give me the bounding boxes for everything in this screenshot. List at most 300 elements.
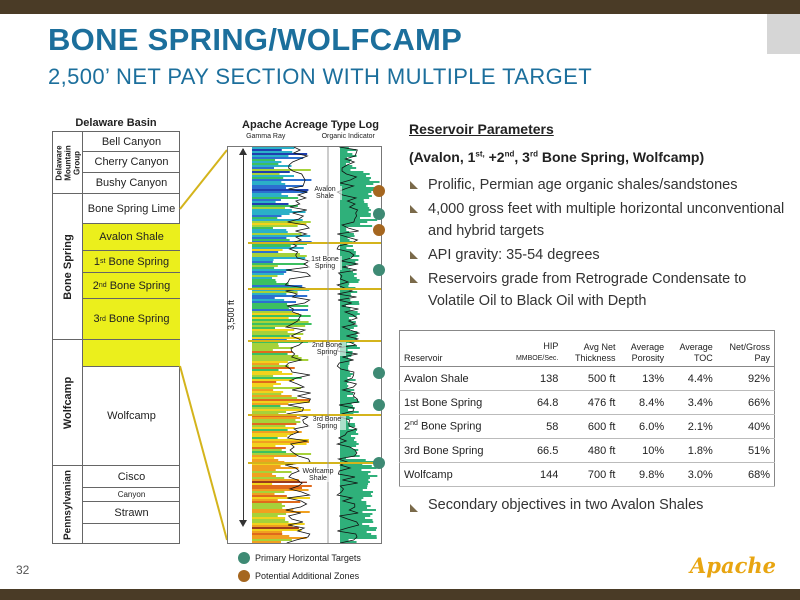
fm-bushy-canyon: Bushy Canyon xyxy=(83,173,180,194)
gamma-ray-fill xyxy=(252,525,293,527)
organic-indicator-fill xyxy=(340,191,371,193)
gamma-ray-fill xyxy=(252,311,292,313)
gamma-ray-fill xyxy=(252,239,290,241)
type-log-traces xyxy=(228,147,382,544)
gamma-ray-fill xyxy=(252,369,279,371)
potential-zone-dot xyxy=(373,185,385,197)
gamma-ray-fill xyxy=(252,409,311,411)
gamma-ray-fill xyxy=(252,213,290,215)
col-label: Thickness xyxy=(574,353,616,363)
gamma-ray-fill xyxy=(252,489,309,491)
gamma-ray-fill xyxy=(252,451,286,453)
col-label: Average xyxy=(630,342,665,352)
gamma-ray-fill xyxy=(252,151,292,153)
fm-cherry-canyon: Cherry Canyon xyxy=(83,152,180,173)
gamma-ray-fill xyxy=(252,193,281,195)
organic-indicator-fill xyxy=(340,169,350,171)
log-label-bs1: 1st Bone Spring xyxy=(308,256,342,270)
col-label: TOC xyxy=(693,353,713,363)
organic-indicator-fill xyxy=(340,247,346,249)
fm-wolfcamp: Wolfcamp xyxy=(83,367,180,466)
cell-reservoir: Avalon Shale xyxy=(400,367,504,391)
organic-indicator-fill xyxy=(340,193,368,195)
cell-sup: nd xyxy=(410,420,418,428)
gamma-ray-fill xyxy=(252,265,278,267)
organic-indicator-fill xyxy=(340,437,355,439)
cell-toc: 4.4% xyxy=(668,367,717,391)
gamma-ray-fill xyxy=(252,319,300,321)
gamma-ray-fill xyxy=(252,301,296,303)
legend-primary-label: Primary Horizontal Targets xyxy=(255,553,361,563)
organic-indicator-fill xyxy=(340,377,347,379)
gamma-ray-fill xyxy=(252,165,291,167)
col-reservoir: Reservoir xyxy=(400,331,504,367)
fm-text: Bone Spring xyxy=(105,255,170,268)
secondary-bullet xyxy=(408,497,788,513)
cell-thickness: 600 ft xyxy=(562,415,619,439)
gamma-ray-fill xyxy=(252,361,288,363)
gamma-ray-fill xyxy=(252,521,289,523)
fm-sup: nd xyxy=(98,282,107,289)
gamma-ray-fill xyxy=(252,447,286,449)
organic-indicator-fill xyxy=(340,453,356,455)
sub-sup: rd xyxy=(529,149,538,159)
slide-title: BONE SPRING/WOLFCAMP xyxy=(48,22,463,57)
organic-indicator-fill xyxy=(340,229,346,231)
gamma-ray-fill xyxy=(252,227,273,229)
gamma-ray-fill xyxy=(252,437,278,439)
gamma-ray-fill xyxy=(252,347,293,349)
gamma-ray-fill xyxy=(252,491,284,493)
type-log-tracks xyxy=(228,133,393,140)
gamma-ray-fill xyxy=(252,477,284,479)
gamma-ray-fill xyxy=(252,279,275,281)
gamma-ray-fill xyxy=(252,163,278,165)
organic-indicator-fill xyxy=(340,393,353,395)
gamma-ray-fill xyxy=(252,473,272,475)
legend-potential-dot xyxy=(238,570,250,582)
organic-indicator-fill xyxy=(340,239,350,241)
organic-indicator-fill xyxy=(340,373,353,375)
sub-part: , 3 xyxy=(514,149,530,165)
col-label: Avg Net xyxy=(583,342,616,352)
slide-subtitle: 2,500’ NET PAY SECTION WITH MULTIPLE TARGET xyxy=(48,64,593,89)
gamma-ray-fill xyxy=(252,229,286,231)
gamma-ray-fill xyxy=(252,209,292,211)
organic-indicator-fill xyxy=(340,173,370,175)
cell-toc: 3.0% xyxy=(668,463,717,487)
bullet-text: 4,000 gross feet with multiple horizontal unconventional and hybrid targets xyxy=(428,201,785,239)
organic-indicator-fill xyxy=(340,433,358,435)
gamma-ray-fill xyxy=(252,531,282,533)
col-toc xyxy=(668,331,717,367)
gamma-ray-fill xyxy=(252,203,288,205)
primary-target-dot xyxy=(373,264,385,276)
gamma-ray-fill xyxy=(252,195,288,197)
bullet-arrow-icon xyxy=(410,504,418,512)
cell-text: Bone Spring xyxy=(417,420,482,433)
bullet-text: Prolific, Permian age organic shales/sandstones xyxy=(428,177,738,193)
organic-indicator-fill xyxy=(340,151,347,153)
gamma-ray-fill xyxy=(252,443,307,445)
gamma-ray-fill xyxy=(252,217,277,219)
bullet-text: API gravity: 35-54 degrees xyxy=(428,247,600,263)
sub-sup: nd xyxy=(504,149,515,159)
gamma-ray-fill xyxy=(252,371,282,373)
organic-indicator-fill xyxy=(340,399,358,401)
bullet-arrow-icon xyxy=(410,181,418,189)
organic-indicator-fill xyxy=(340,219,377,221)
gamma-ray-fill xyxy=(252,277,272,279)
gamma-ray-fill xyxy=(252,237,286,239)
col-thickness xyxy=(562,331,619,367)
gamma-ray-fill xyxy=(252,515,278,517)
gamma-ray-fill xyxy=(252,299,284,301)
gamma-ray-fill xyxy=(252,379,294,381)
gamma-ray-fill xyxy=(252,383,281,385)
gamma-ray-fill xyxy=(252,421,300,423)
organic-indicator-fill xyxy=(340,519,373,521)
type-log xyxy=(227,146,382,544)
cell-toc: 2.1% xyxy=(668,415,717,439)
cell-net-gross: 68% xyxy=(717,463,775,487)
bullet-text: Secondary objectives in two Avalon Shales xyxy=(428,497,704,513)
gamma-ray-fill xyxy=(252,373,292,375)
gamma-ray-fill xyxy=(252,317,289,319)
primary-target-dot xyxy=(373,367,385,379)
reservoir-params-subtitle xyxy=(409,149,704,165)
cell-hip: 66.5 xyxy=(503,439,562,463)
gamma-ray-fill xyxy=(252,305,308,307)
gamma-ray-fill xyxy=(252,427,295,429)
connector-bottom-line xyxy=(180,366,227,540)
log-label-wolfcamp: Wolfcamp Shale xyxy=(300,468,336,482)
gamma-ray-fill xyxy=(252,147,294,149)
gamma-ray-fill xyxy=(252,259,273,261)
fm-num: 3 xyxy=(93,313,100,325)
page-number: 32 xyxy=(16,563,30,577)
bullet-item xyxy=(408,497,788,513)
cell-reservoir xyxy=(400,415,504,439)
gamma-ray-fill xyxy=(252,493,275,495)
gamma-ray-fill xyxy=(252,537,307,539)
col-label: Net/Gross xyxy=(729,342,770,352)
reservoir-bullets xyxy=(408,174,788,314)
organic-indicator-fill xyxy=(340,493,371,495)
gamma-ray-fill xyxy=(252,391,283,393)
gamma-ray-fill xyxy=(252,381,276,383)
cell-hip: 58 xyxy=(503,415,562,439)
gamma-ray-fill xyxy=(252,543,300,544)
cell-hip: 64.8 xyxy=(503,391,562,415)
col-label: Average xyxy=(679,342,713,352)
organic-indicator-fill xyxy=(340,277,357,279)
thickness-label: 3,500 ft xyxy=(226,299,236,330)
table-row xyxy=(400,367,775,391)
group-label: Bone Spring xyxy=(61,233,74,300)
primary-target-dot xyxy=(373,457,385,469)
gamma-ray-fill xyxy=(252,309,308,311)
gamma-ray-fill xyxy=(252,417,300,419)
organic-indicator-fill xyxy=(340,451,356,453)
gamma-ray-fill xyxy=(252,263,305,265)
cell-porosity: 10% xyxy=(619,439,668,463)
gamma-ray-fill xyxy=(252,499,278,501)
bullet-arrow-icon xyxy=(410,275,418,283)
gamma-ray-fill xyxy=(252,197,298,199)
cell-thickness: 700 ft xyxy=(562,463,619,487)
organic-indicator-fill xyxy=(340,383,347,385)
gamma-ray-fill xyxy=(252,363,279,365)
organic-indicator-fill xyxy=(340,491,373,493)
organic-indicator-fill xyxy=(340,467,376,469)
organic-indicator-fill xyxy=(340,161,350,163)
gamma-ray-fill xyxy=(252,179,311,181)
col-net-gross xyxy=(717,331,775,367)
organic-indicator-fill xyxy=(340,215,371,217)
gamma-ray-fill xyxy=(252,267,274,269)
col-hip-label: HIP xyxy=(543,341,559,351)
organic-indicator-fill xyxy=(340,153,352,155)
gamma-ray-fill xyxy=(252,331,288,333)
organic-indicator-fill xyxy=(340,471,371,473)
gamma-ray-fill xyxy=(252,495,287,497)
organic-indicator-fill xyxy=(340,509,376,511)
gamma-ray-fill xyxy=(252,233,301,235)
gamma-ray-fill xyxy=(252,517,285,519)
gamma-ray-fill xyxy=(252,293,286,295)
gamma-ray-fill xyxy=(252,275,277,277)
bullet-arrow-icon xyxy=(410,251,418,259)
bullet-item xyxy=(408,244,788,266)
cell-porosity: 6.0% xyxy=(619,415,668,439)
gamma-ray-fill xyxy=(252,281,276,283)
table-row xyxy=(400,439,775,463)
ruler-arrow-down xyxy=(239,520,247,527)
cell-thickness: 476 ft xyxy=(562,391,619,415)
gamma-ray-fill xyxy=(252,389,273,391)
gamma-ray-fill xyxy=(252,225,298,227)
organic-indicator-fill xyxy=(340,409,348,411)
organic-indicator-fill xyxy=(340,211,369,213)
gamma-ray-fill xyxy=(252,529,302,531)
legend-primary-dot xyxy=(238,552,250,564)
fm-text: Bone Spring xyxy=(105,313,170,325)
gamma-ray-fill xyxy=(252,329,294,331)
organic-indicator-fill xyxy=(340,317,349,319)
gamma-ray-fill xyxy=(252,465,281,467)
organic-indicator-fill xyxy=(340,535,377,537)
gamma-ray-fill xyxy=(252,539,292,541)
gamma-ray-fill xyxy=(252,429,288,431)
gamma-ray-fill xyxy=(252,405,280,407)
track-organic-indicator: Organic Indicator xyxy=(321,133,375,140)
primary-target-dot xyxy=(373,399,385,411)
potential-zone-dot xyxy=(373,224,385,236)
fm-avalon-shale: Avalon Shale xyxy=(83,224,180,251)
sub-part: +2 xyxy=(484,149,505,165)
gamma-ray-fill xyxy=(252,199,281,201)
organic-indicator-fill xyxy=(340,505,371,507)
gamma-ray-fill xyxy=(252,395,292,397)
cell-reservoir: 3rd Bone Spring xyxy=(400,439,504,463)
gamma-ray-fill xyxy=(252,335,290,337)
fm-sup: st xyxy=(100,258,106,265)
cell-net-gross: 66% xyxy=(717,391,775,415)
bullet-item xyxy=(408,198,788,242)
gamma-ray-fill xyxy=(252,407,301,409)
gamma-ray-fill xyxy=(252,307,289,309)
gamma-ray-fill xyxy=(252,423,296,425)
gamma-ray-fill xyxy=(252,479,299,481)
bullet-item xyxy=(408,268,788,312)
gamma-ray-fill xyxy=(252,251,278,253)
bullet-item xyxy=(408,174,788,196)
organic-indicator-fill xyxy=(340,375,351,377)
fm-num: 1 xyxy=(93,255,101,268)
gamma-ray-fill xyxy=(252,365,289,367)
organic-indicator-fill xyxy=(340,397,354,399)
organic-indicator-fill xyxy=(340,371,350,373)
gamma-ray-fill xyxy=(252,327,275,329)
fm-num: 2 xyxy=(92,279,99,292)
gamma-ray-fill xyxy=(252,177,283,179)
sub-sup: st, xyxy=(475,149,485,159)
gamma-ray-fill xyxy=(252,403,288,405)
gamma-ray-fill xyxy=(252,247,304,249)
gamma-ray-fill xyxy=(252,397,297,399)
gamma-ray-fill xyxy=(252,343,278,345)
col-hip xyxy=(503,331,562,367)
gamma-ray-fill xyxy=(252,315,311,317)
organic-indicator-fill xyxy=(340,273,357,275)
cell-thickness: 480 ft xyxy=(562,439,619,463)
gamma-ray-fill xyxy=(252,159,275,161)
col-hip-unit: MMBOE/Sec. xyxy=(515,355,559,362)
gamma-ray-fill xyxy=(252,255,307,257)
gamma-ray-fill xyxy=(252,171,290,173)
cell-toc: 3.4% xyxy=(668,391,717,415)
gamma-ray-fill xyxy=(252,283,289,285)
gamma-ray-fill xyxy=(252,313,299,315)
gamma-ray-fill xyxy=(252,453,311,455)
cell-num: 2 xyxy=(404,420,411,433)
log-label-bs2: 2nd Bone Spring xyxy=(308,342,346,356)
gamma-ray-fill xyxy=(252,419,295,421)
organic-indicator-fill xyxy=(340,365,348,367)
gamma-ray-fill xyxy=(252,149,282,151)
gamma-ray-fill xyxy=(252,541,281,543)
gamma-ray-fill xyxy=(252,355,298,357)
fm-strawn: Strawn xyxy=(83,502,180,524)
sub-part: (Avalon, 1 xyxy=(409,149,476,165)
gamma-ray-fill xyxy=(252,387,301,389)
gamma-ray-fill xyxy=(252,183,285,185)
gamma-ray-fill xyxy=(252,469,276,471)
organic-indicator-fill xyxy=(340,385,348,387)
organic-indicator-fill xyxy=(340,309,350,311)
basin-title: Delaware Basin xyxy=(75,117,157,129)
organic-indicator-fill xyxy=(340,543,346,544)
gamma-ray-fill xyxy=(252,185,303,187)
group-label: Wolfcamp xyxy=(61,376,74,429)
gamma-ray-fill xyxy=(252,435,287,437)
bullet-arrow-icon xyxy=(410,205,418,213)
cell-porosity: 13% xyxy=(619,367,668,391)
cell-net-gross: 40% xyxy=(717,415,775,439)
fm-sup: rd xyxy=(99,315,106,323)
gamma-ray-fill xyxy=(252,533,282,535)
log-label-avalon: Avalon Shale xyxy=(308,186,342,200)
reservoir-params-title: Reservoir Parameters xyxy=(409,121,554,137)
cell-toc: 1.8% xyxy=(668,439,717,463)
gamma-ray-fill xyxy=(252,207,285,209)
gamma-ray-fill xyxy=(252,249,283,251)
gamma-ray-fill xyxy=(252,475,276,477)
gamma-ray-fill xyxy=(252,181,281,183)
type-log-title: Apache Acreage Type Log xyxy=(242,119,379,131)
reservoir-table xyxy=(399,330,775,487)
fm-bone-spring-lime: Bone Spring Lime xyxy=(83,194,180,224)
legend-primary xyxy=(238,552,361,564)
organic-indicator-fill xyxy=(340,205,368,207)
gamma-ray-fill xyxy=(252,385,273,387)
gamma-ray-fill xyxy=(252,337,301,339)
gamma-ray-fill xyxy=(252,507,282,509)
organic-indicator-fill xyxy=(340,443,359,445)
table-row xyxy=(400,391,775,415)
gamma-ray-fill xyxy=(252,505,285,507)
organic-indicator-fill xyxy=(340,179,370,181)
gamma-ray-fill xyxy=(252,445,275,447)
col-porosity xyxy=(619,331,668,367)
sub-part: Bone Spring, Wolfcamp) xyxy=(537,149,705,165)
organic-indicator-fill xyxy=(340,217,360,219)
organic-indicator-fill xyxy=(340,363,349,365)
gamma-ray-fill xyxy=(252,297,275,299)
gamma-ray-fill xyxy=(252,471,291,473)
gamma-ray-fill xyxy=(252,167,274,169)
gamma-ray-fill xyxy=(252,271,286,273)
cell-reservoir: Wolfcamp xyxy=(400,463,504,487)
organic-indicator-fill xyxy=(340,511,362,513)
group-label: Pennsylvanian xyxy=(62,469,73,541)
gamma-ray-fill xyxy=(252,325,305,327)
gamma-ray-fill xyxy=(252,399,310,401)
organic-indicator-fill xyxy=(340,539,349,541)
gamma-ray-fill xyxy=(252,187,286,189)
gamma-ray-fill xyxy=(252,303,287,305)
gamma-ray-fill xyxy=(252,519,285,521)
fm-text: Bone Spring xyxy=(106,279,171,292)
apache-logo: Apache xyxy=(690,553,776,578)
gamma-ray-fill xyxy=(252,455,297,457)
organic-indicator-fill xyxy=(340,227,346,229)
fm-canyon: Canyon xyxy=(83,488,180,502)
thickness-ruler xyxy=(243,149,244,522)
gamma-ray-fill xyxy=(252,375,273,377)
cell-net-gross: 51% xyxy=(717,439,775,463)
gamma-ray-fill xyxy=(252,221,311,223)
legend-potential-label: Potential Additional Zones xyxy=(255,571,360,581)
gamma-ray-fill xyxy=(252,345,279,347)
group-label: Delaware Mountain Group xyxy=(54,144,81,181)
organic-indicator-fill xyxy=(340,189,374,191)
gamma-ray-fill xyxy=(252,215,281,217)
gamma-ray-fill xyxy=(252,353,288,355)
cell-porosity: 9.8% xyxy=(619,463,668,487)
gamma-ray-fill xyxy=(252,393,281,395)
